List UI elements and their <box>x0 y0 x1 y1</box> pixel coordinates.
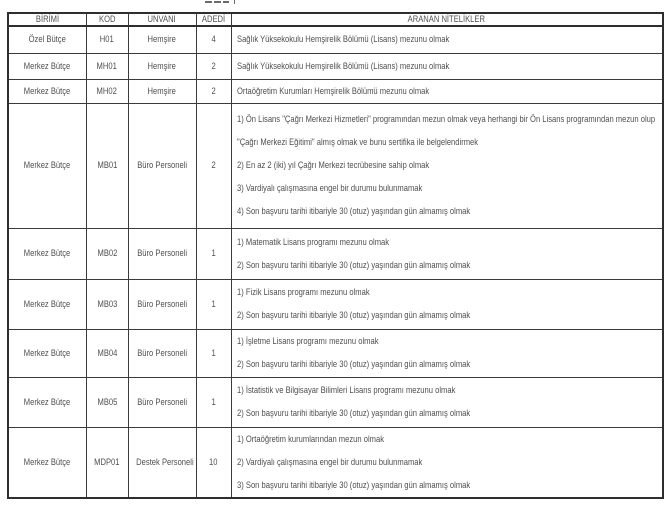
cell-unvani-text: Büro Personeli <box>137 248 187 259</box>
table-row <box>8 53 663 79</box>
column-header-birimi <box>8 13 86 26</box>
cell-kod <box>86 329 128 377</box>
cell-unvani-text: Destek Personeli <box>135 456 194 468</box>
cell-kod <box>86 26 128 53</box>
cell-unvani <box>128 329 196 377</box>
requirement-item: Sağlık Yüksekokulu Hemşirelik Bölümü (Lisans) mezunu olmak <box>236 60 449 72</box>
table-row <box>8 279 663 329</box>
table-row <box>8 103 663 228</box>
cell-birimi <box>8 26 86 53</box>
requirement-item: 2) En az 2 (iki) yıl Çağrı Merkezi tecrübesine sahip olmak <box>236 160 429 171</box>
requirement-item: 2) Vardiyalı çalışmasına engel bir durumu bulunmamak <box>236 456 422 468</box>
cell-kod-text: MB04 <box>97 347 117 359</box>
cell-adedi-text: 2 <box>211 160 216 171</box>
cell-adedi-text: 1 <box>211 298 216 310</box>
cell-birimi <box>8 427 86 498</box>
cell-kod <box>86 228 128 279</box>
cell-kod <box>86 377 128 427</box>
column-header-unvani <box>128 13 196 26</box>
cell-unvani-text: Hemşire <box>147 60 177 72</box>
cell-adedi-text: 1 <box>211 347 216 359</box>
cell-kod <box>86 79 128 103</box>
table-row <box>8 79 663 103</box>
cell-birimi <box>8 228 86 279</box>
requirement-item: 1) İstatistik ve Bilgisayar Bilimleri Lisans programı mezunu olmak <box>236 385 455 396</box>
cell-kod-text: MB03 <box>97 298 117 310</box>
requirement-item: 4) Son başvuru tarihi itibariyle 30 (otuz) yaşından gün almamış olmak <box>236 206 470 217</box>
cell-kod-text: MB05 <box>97 396 117 408</box>
column-header-unvani-label: UNVANI <box>147 14 177 25</box>
cell-birimi-text: Merkez Bütçe <box>24 456 71 468</box>
cell-adedi <box>196 26 231 53</box>
cell-nitelikler <box>231 53 663 79</box>
requirement-item: Ortaöğretim Kurumları Hemşirelik Bölümü mezunu olmak <box>236 85 429 97</box>
requirement-item: 2) Son başvuru tarihi itibariyle 30 (otuz) yaşından gün almamış olmak <box>236 408 470 419</box>
requirement-item: 1) Ön Lisans "Çağrı Merkezi Hizmetleri" programından mezun olmak veya herhangi bir Ön Lisans programından mezun olup "Çağrı Merkezi Eğitimi" almış olmak ve bunu sertifika ile belgelendirmek <box>236 114 655 148</box>
requirement-item: 1) Fizik Lisans programı mezunu olmak <box>236 287 370 298</box>
cell-birimi-text: Merkez Bütçe <box>24 347 71 359</box>
column-header-adedi-label: ADEDİ <box>201 14 226 25</box>
cell-adedi <box>196 329 231 377</box>
cell-kod <box>86 53 128 79</box>
cell-birimi-text: Merkez Bütçe <box>24 85 71 97</box>
table-row <box>8 427 663 498</box>
cell-unvani <box>128 79 196 103</box>
cell-unvani-text: Büro Personeli <box>137 160 187 171</box>
cell-birimi-text: Merkez Bütçe <box>24 298 71 310</box>
cell-unvani <box>128 228 196 279</box>
column-header-kod <box>86 13 128 26</box>
table-row <box>8 329 663 377</box>
cell-nitelikler <box>231 377 663 427</box>
cell-birimi <box>8 377 86 427</box>
cell-nitelikler <box>231 427 663 498</box>
requirement-item: 3) Son başvuru tarihi itibariyle 30 (otuz) yaşından gün almamış olmak <box>236 479 470 491</box>
cell-nitelikler <box>231 79 663 103</box>
cell-kod-text: MH02 <box>96 85 118 97</box>
cell-adedi-text: 4 <box>211 34 216 46</box>
column-header-kod-label: KOD <box>98 14 116 25</box>
cell-adedi-text: 2 <box>211 85 216 97</box>
table-row <box>8 377 663 427</box>
cell-unvani <box>128 53 196 79</box>
cell-adedi <box>196 427 231 498</box>
requirement-item: 1) İşletme Lisans programı mezunu olmak <box>236 336 379 347</box>
cell-kod-text: MB02 <box>97 248 117 259</box>
cell-unvani-text: Hemşire <box>147 34 177 46</box>
cell-birimi-text: Merkez Bütçe <box>24 248 71 259</box>
table-row <box>8 228 663 279</box>
requirement-item: 1) Ortaöğretim kurumlarından mezun olmak <box>236 433 384 445</box>
table-row <box>8 26 663 53</box>
cell-unvani <box>128 377 196 427</box>
cell-unvani-text: Büro Personeli <box>137 347 187 359</box>
cell-birimi-text: Merkez Bütçe <box>24 60 71 72</box>
column-header-nitelikler <box>231 13 663 26</box>
cell-adedi <box>196 377 231 427</box>
cell-adedi-text: 2 <box>211 60 216 72</box>
cell-birimi <box>8 53 86 79</box>
cell-birimi <box>8 329 86 377</box>
cell-adedi-text: 1 <box>211 396 216 408</box>
column-header-birimi-label: BİRİMİ <box>35 14 59 25</box>
requirement-item: 1) Matematik Lisans programı mezunu olmak <box>236 236 389 248</box>
cell-kod-text: MB01 <box>97 160 117 171</box>
cell-kod-text: MDP01 <box>94 456 120 468</box>
table-header <box>8 13 663 26</box>
clipped-title-fragment <box>205 0 239 4</box>
requirement-item: 3) Vardiyalı çalışmasına engel bir durumu bulunmamak <box>236 183 422 194</box>
cell-adedi <box>196 279 231 329</box>
requirement-item: 2) Son başvuru tarihi itibariyle 30 (otuz) yaşından gün almamış olmak <box>236 359 470 370</box>
cell-birimi <box>8 79 86 103</box>
column-header-adedi <box>196 13 231 26</box>
cell-unvani <box>128 279 196 329</box>
cell-birimi-text: Özel Bütçe <box>28 34 66 46</box>
cell-kod <box>86 427 128 498</box>
cell-unvani <box>128 427 196 498</box>
column-header-nitelikler-label: ARANAN NİTELİKLER <box>408 14 486 25</box>
cell-kod <box>86 103 128 228</box>
cell-unvani-text: Büro Personeli <box>137 396 187 408</box>
cell-adedi <box>196 79 231 103</box>
requirement-item: 2) Son başvuru tarihi itibariyle 30 (otuz) yaşından gün almamış olmak <box>236 259 470 271</box>
cell-birimi-text: Merkez Bütçe <box>24 396 71 408</box>
cell-kod-text: H01 <box>100 34 114 46</box>
cell-nitelikler <box>231 228 663 279</box>
table-body <box>8 26 663 498</box>
cell-birimi-text: Merkez Bütçe <box>24 160 71 171</box>
cell-adedi-text: 1 <box>211 248 216 259</box>
cell-adedi <box>196 53 231 79</box>
cell-unvani <box>128 103 196 228</box>
cell-nitelikler <box>231 26 663 53</box>
cell-adedi <box>196 103 231 228</box>
recruitment-table <box>7 12 664 499</box>
cell-adedi-text: 10 <box>209 456 218 468</box>
cell-kod-text: MH01 <box>96 60 118 72</box>
cell-unvani-text: Büro Personeli <box>137 298 187 310</box>
requirement-item: Sağlık Yüksekokulu Hemşirelik Bölümü (Lisans) mezunu olmak <box>236 34 449 46</box>
header-row <box>8 13 663 26</box>
cell-birimi <box>8 279 86 329</box>
requirement-item: 2) Son başvuru tarihi itibariyle 30 (otuz) yaşından gün almamış olmak <box>236 310 470 321</box>
cell-unvani <box>128 26 196 53</box>
cell-unvani-text: Hemşire <box>147 85 177 97</box>
cell-birimi <box>8 103 86 228</box>
cell-nitelikler <box>231 103 663 228</box>
cell-nitelikler <box>231 329 663 377</box>
cell-kod <box>86 279 128 329</box>
cell-nitelikler <box>231 279 663 329</box>
cell-adedi <box>196 228 231 279</box>
